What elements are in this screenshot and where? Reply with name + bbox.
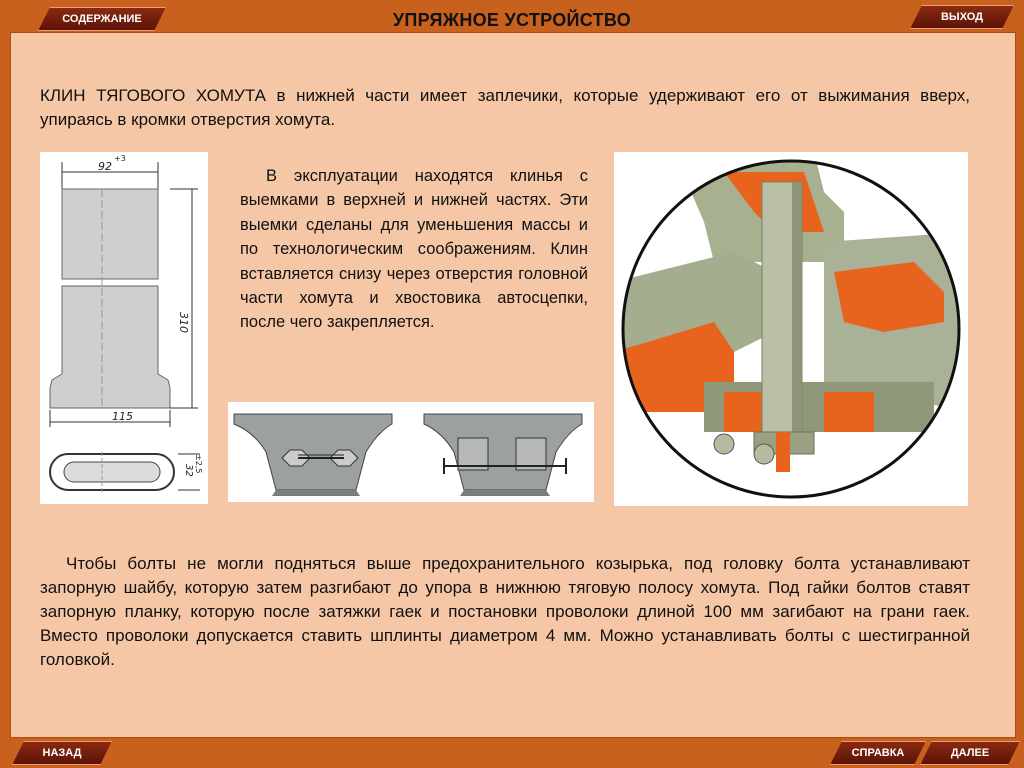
bolt-illustrations-svg [228,402,594,502]
back-button[interactable] [12,741,112,765]
next-button[interactable] [920,741,1020,765]
dim-small-label: 32 [183,464,194,477]
coupler-section-illustration [614,152,968,506]
exit-button[interactable] [910,5,1014,29]
help-button[interactable] [830,741,926,765]
bolt-illustrations [228,402,594,502]
dim-top-tolerance: +3 [114,154,126,163]
contents-button[interactable] [38,7,166,31]
dim-small-tolerance: ±2,5 [194,454,203,474]
page-title: УПРЯЖНОЕ УСТРОЙСТВО [392,10,632,30]
wedge-description: В эксплуатации находятся клинья с выемками в верхней и нижней частях. Эти выемки сделаны для уменьшения массы и по технологическим соображениям. Клин вставляется снизу через отверстия головной части хомута и хвостовика автосцепки, после чего закрепляется. [240,167,588,332]
dim-height-label: 310 [177,312,190,333]
exit-label: ВЫХОД [940,11,983,23]
wedge-drawing-svg [40,152,208,504]
next-label: ДАЛЕЕ [950,747,990,759]
help-label: СПРАВКА [851,747,905,759]
dim-bottom-label: 115 [112,410,133,423]
bottom-paragraph: Чтобы болты не могли подняться выше предохранительного козырька, под головку болта устанавливают запорную шайбу, которую затем разгибают до упора в нижнюю тяговую полосу хомута. Под гайки болтов ставят запорную планку, которую после затяжки гаек и постановки проволоки длиной 100 мм загибают на грани гаек. Вместо проволоки допускается ставить шплинты диаметром 4 мм. Можно устанавливать болты с шестигранной головкой. [40,554,970,669]
dim-top-label: 92 [98,160,112,173]
back-label: НАЗАД [42,747,82,759]
coupler-section-svg [614,152,968,506]
intro-paragraph: КЛИН ТЯГОВОГО ХОМУТА в нижней части имеет заплечики, которые удерживают его от выжимания вверх, упираясь в кромки отверстия хомута. [40,86,970,129]
wedge-drawing [40,152,208,504]
contents-label: СОДЕРЖАНИЕ [62,13,142,25]
